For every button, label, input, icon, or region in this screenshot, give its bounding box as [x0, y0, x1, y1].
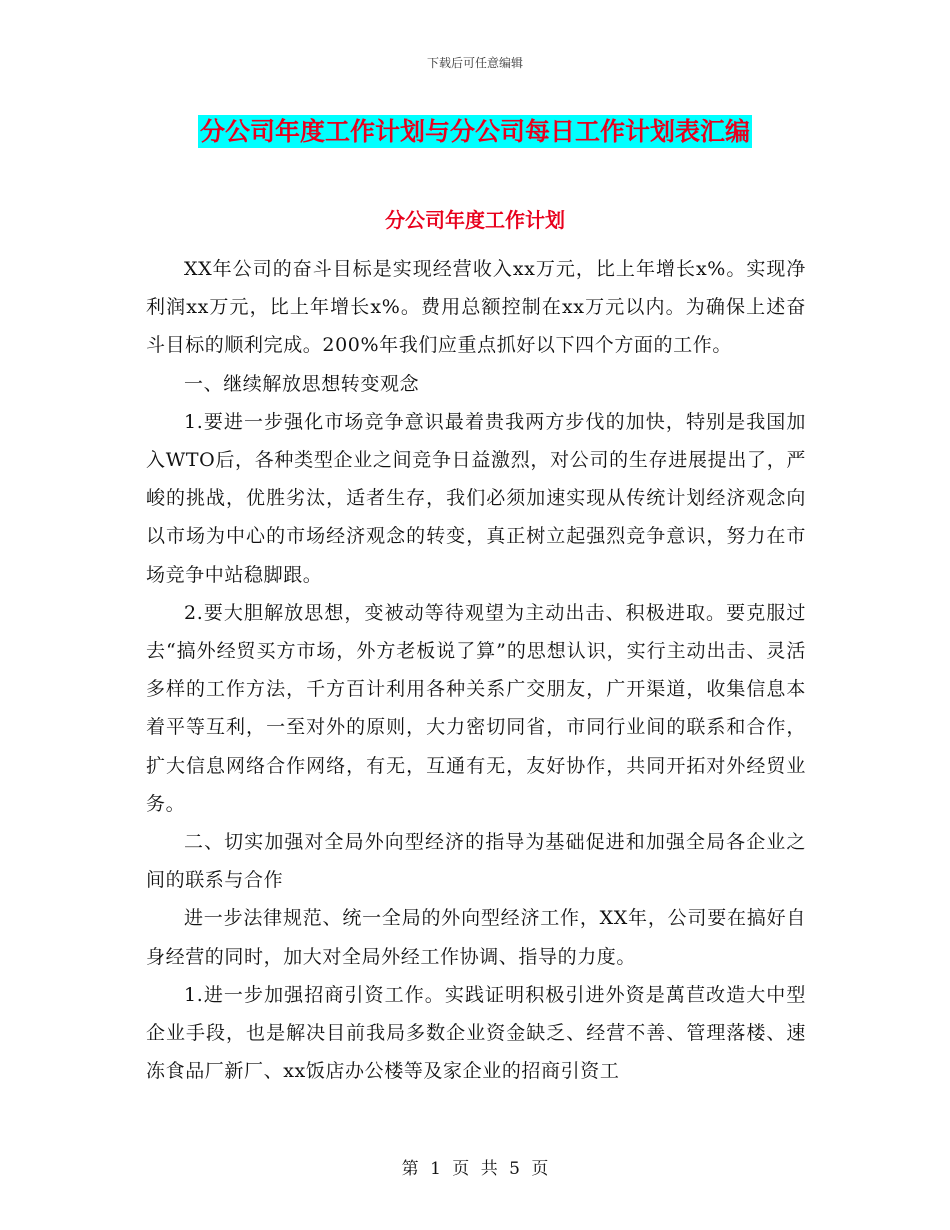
section-title: 分公司年度工作计划: [385, 208, 565, 232]
document-title: [0, 112, 950, 148]
paragraph: 1.要进一步强化市场竞争意识最着贵我两方步伐的加快，特别是我国加入WTO后，各种类型企业之间竞争日益激烈，对公司的生存进展提出了，严峻的挑战，优胜劣汰，适者生存，我们必须加速实现从传统计划经济观念向以市场为中心的市场经济观念的转变，真正树立起强烈竞争意识，努力在市场竞争中站稳脚跟。: [146, 410, 806, 586]
section-heading: 二、切实加强对全局外向型经济的指导为基础促进和加强全局各企业之间的联系与合作: [146, 831, 806, 892]
paragraph: 1.进一步加强招商引资工作。实践证明积极引进外资是萬苣改造大中型企业手段，也是解决目前我局多数企业资金缺乏、经营不善、管理落楼、速冻食品厂新厂、xx饭店办公楼等及家企业的招商引资工: [146, 983, 806, 1083]
section-heading: 一、继续解放思想转变观念: [184, 372, 420, 395]
page-header: 下载后可任意编辑: [426, 56, 523, 70]
paragraph: XX年公司的奋斗目标是实现经营收入xx万元，比上年增长x%。实现净利润xx万元，比上年增长x%。费用总额控制在xx万元以内。为确保上述奋斗目标的顺利完成。200%年我们应重点抓好以下四个方面的工作。: [146, 258, 806, 357]
body-text: [146, 250, 806, 1090]
paragraph: 2.要大胆解放思想，变被动等待观望为主动出击、积极进取。要克服过去“搞外经贸买方市场，外方老板说了算”的思想认识，实行主动出击、灵活多样的工作方法，千方百计利用各种关系广交朋友，广开渠道，收集信息本着平等互利，一至对外的原则，大力密切同省，市同行业间的联系和合作，扩大信息网络合作网络，有无，互通有无，友好协作，共同开拓对外经贸业务。: [146, 601, 806, 815]
document-title-text: 分公司年度工作计划与分公司每日工作计划表汇编: [199, 117, 750, 146]
paragraph: 进一步法律规范、统一全局的外向型经济工作，XX年，公司要在搞好自身经营的同时，加大对全局外经工作协调、指导的力度。: [146, 907, 806, 968]
page-footer: 第 1 页 共 5 页: [401, 1159, 549, 1179]
